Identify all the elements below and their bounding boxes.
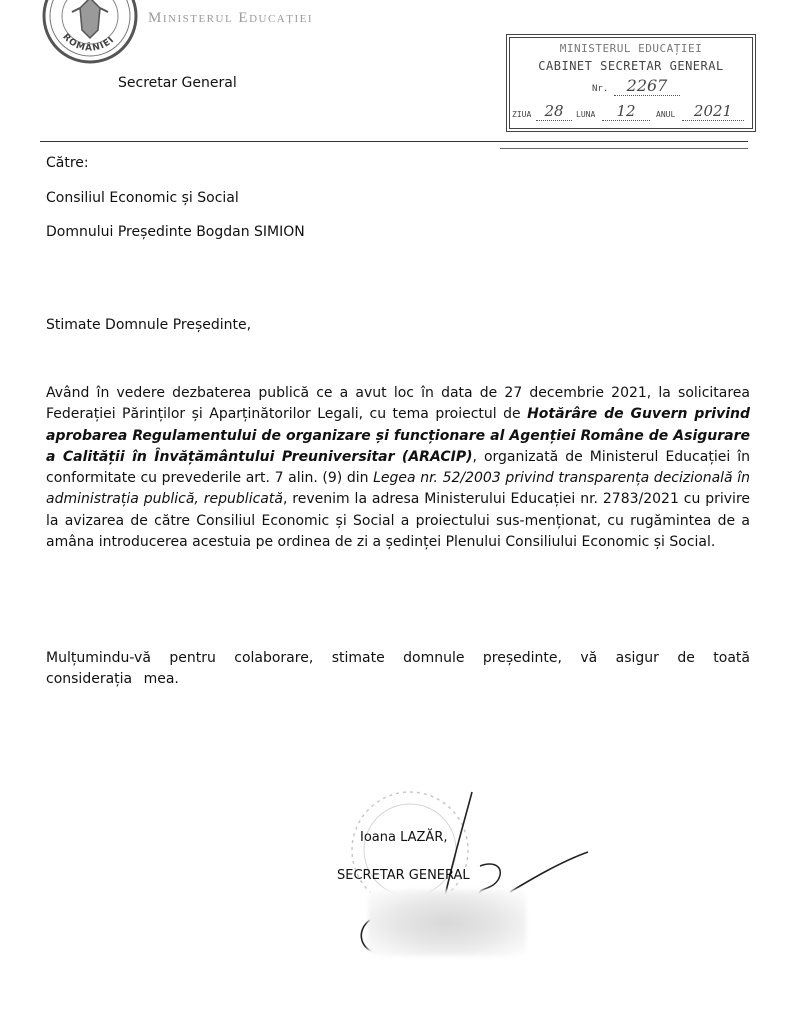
salutation: Stimate Domnule Președinte, bbox=[46, 317, 252, 333]
government-seal bbox=[42, 0, 138, 64]
addressee-organization: Consiliul Economic și Social bbox=[46, 190, 239, 206]
stamp-month-label: LUNA bbox=[576, 110, 596, 119]
stamp-nr-label: Nr. bbox=[592, 84, 609, 94]
stamp-cabinet: CABINET SECRETAR GENERAL bbox=[538, 59, 724, 73]
stamp-nr-value: 2267 bbox=[614, 76, 680, 96]
header-divider bbox=[40, 141, 748, 142]
body-paragraph bbox=[46, 383, 750, 553]
stamp-year-label: ANUL bbox=[656, 110, 676, 119]
signatory-name: Ioana LAZĂR, bbox=[360, 830, 448, 845]
stamp-month-value: 12 bbox=[602, 102, 650, 121]
addressee-person: Domnului Președinte Bogdan SIMION bbox=[46, 224, 305, 240]
redacted-area bbox=[368, 890, 526, 956]
body-text-1: Având în vedere dezbaterea publică ce a avut loc în data de 27 decembrie 2021, la solicitarea Federației Părinților și Aparținătorilor Legali, cu tema proiectul de bbox=[46, 385, 750, 423]
ministry-header: Ministerul Educației bbox=[148, 10, 314, 26]
body-text-2: , organizată de Ministerul Educației în conformitate cu prevederile art. 7 alin. (9) din bbox=[46, 448, 750, 487]
to-label: Către: bbox=[46, 155, 89, 171]
hg-title: Hotărâre de Guvern privind aprobarea Regulamentului de organizare și funcționare al Agenției Române de Asigurare a Calității în Învățământului Preuniversitar (ARACIP) bbox=[46, 406, 750, 465]
header-divider-short bbox=[500, 148, 748, 149]
stamp-ministry: MINISTERUL EDUCAȚIEI bbox=[559, 42, 703, 55]
stamp-year-value: 2021 bbox=[682, 102, 744, 121]
signatory-title: SECRETAR GENERAL bbox=[337, 868, 470, 883]
body-text-3: , revenim la adresa Ministerului Educației nr. 2783/2021 cu privire la avizarea de către Consiliul Economic și Social a proiectului sus-menționat, cu rugămintea de a amâna introducerea acestuia pe ordinea de zi a ședinței Plenului Consiliului Economic și Social. bbox=[46, 491, 751, 551]
registration-stamp bbox=[509, 37, 753, 129]
law-title: Legea nr. 52/2003 privind transparența decizională în administrația publică, republicată bbox=[46, 470, 750, 508]
svg-text:ROMÂNIEI: ROMÂNIEI bbox=[60, 32, 117, 54]
stamp-day-label: ZIUA bbox=[512, 110, 532, 119]
department-name: Secretar General bbox=[118, 75, 237, 91]
closing-paragraph: Mulțumindu-vă pentru colaborare, stimate domnule președinte, vă asigur de toată considerația mea. bbox=[46, 650, 750, 687]
stamp-day-value: 28 bbox=[536, 102, 572, 121]
